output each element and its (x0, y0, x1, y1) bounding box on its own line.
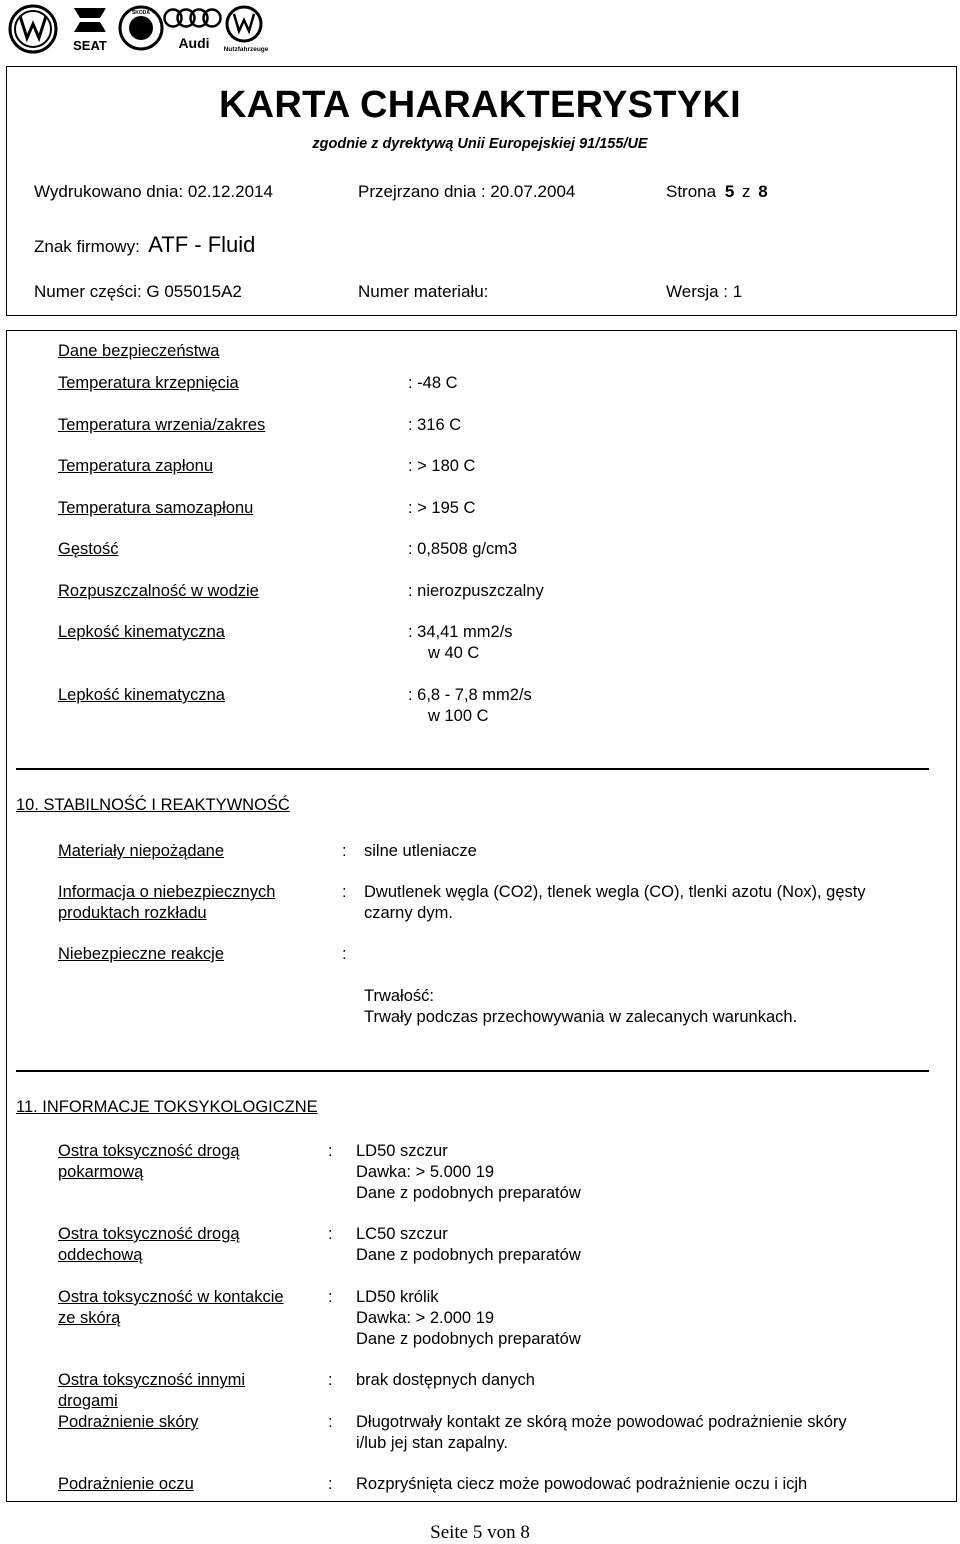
s11-colon: : (328, 1225, 333, 1243)
s11-value: Dane z podobnych preparatów (356, 1246, 581, 1264)
s10-value: silne utleniacze (364, 842, 477, 860)
s11-value: LD50 szczur (356, 1142, 448, 1160)
page-total: 8 (758, 182, 768, 201)
safety-value: : > 195 C (408, 499, 476, 517)
s10-colon: : (342, 842, 347, 860)
section-divider (16, 768, 929, 770)
s10-value: Trwały podczas przechowywania w zalecanych warunkach. (364, 1008, 798, 1026)
s11-label: Podrażnienie oczu (58, 1475, 194, 1493)
skoda-logo (118, 4, 164, 54)
safety-label: Temperatura krzepnięcia (58, 374, 239, 392)
safety-value: : 316 C (408, 416, 462, 434)
section11-heading: 11. INFORMACJE TOKSYKOLOGICZNE (16, 1098, 318, 1116)
safety-label: Temperatura wrzenia/zakres (58, 416, 266, 434)
s10-label: produktach rozkładu (58, 904, 207, 922)
s10-label: Informacja o niebezpiecznych (58, 883, 276, 901)
s10-label: Niebezpieczne reakcje (58, 945, 225, 963)
s11-label: Ostra toksyczność drogą (58, 1225, 240, 1243)
vw-nutzfahrzeuge-logo (224, 4, 270, 54)
s11-value: Dawka: > 2.000 19 (356, 1309, 495, 1327)
page-number: 5 (724, 182, 735, 201)
safety-label: Rozpuszczalność w wodzie (58, 582, 259, 600)
s11-label: Podrażnienie skóry (58, 1413, 199, 1431)
safety-heading: Dane bezpieczeństwa (58, 342, 220, 360)
s11-label: drogami (58, 1392, 118, 1410)
s11-colon: : (328, 1413, 333, 1431)
safety-value: : > 180 C (408, 457, 476, 475)
s11-label: oddechową (58, 1246, 143, 1264)
version: Wersja : 1 (666, 282, 743, 301)
s11-value: LC50 szczur (356, 1225, 448, 1243)
s11-label: Ostra toksyczność w kontakcie (58, 1288, 284, 1306)
s11-colon: : (328, 1142, 333, 1160)
safety-value: : 34,41 mm2/s (408, 623, 513, 641)
printed-date: Wydrukowano dnia: 02.12.2014 (34, 182, 273, 201)
seat-logo (62, 4, 118, 54)
page-of: z (742, 182, 751, 201)
safety-value: : nierozpuszczalny (408, 582, 544, 600)
audi-logo (162, 4, 224, 54)
reviewed-date: Przejrzano dnia : 20.07.2004 (358, 182, 576, 201)
s11-label: Ostra toksyczność drogą (58, 1142, 240, 1160)
s11-value: i/lub jej stan zapalny. (356, 1434, 508, 1452)
safety-value-note: w 100 C (428, 707, 489, 725)
s10-value: czarny dym. (364, 904, 453, 922)
svg-text:Nutzfahrzeuge: Nutzfahrzeuge (224, 46, 269, 53)
s10-label: Materiały niepożądane (58, 842, 225, 860)
brand-value: ATF - Fluid (148, 232, 256, 257)
s10-value: Dwutlenek węgla (CO2), tlenek wegla (CO), tlenki azotu (Nox), gęsty (364, 883, 866, 901)
s11-label: ze skórą (58, 1309, 121, 1327)
s11-value: LD50 królik (356, 1288, 439, 1306)
brand-label: Znak firmowy: (34, 237, 140, 256)
safety-label: Lepkość kinematyczna (58, 623, 225, 641)
part-number: Numer części: G 055015A2 (34, 282, 242, 301)
svg-text:ŠKODA: ŠKODA (131, 10, 151, 16)
s11-label: pokarmową (58, 1163, 144, 1181)
s11-value: brak dostępnych danych (356, 1371, 535, 1389)
section-divider (16, 1070, 929, 1072)
s10-colon: : (342, 945, 347, 963)
safety-value: : 6,8 - 7,8 mm2/s (408, 686, 532, 704)
section10-heading: 10. STABILNOŚĆ I REAKTYWNOŚĆ (16, 796, 290, 814)
material-number: Numer materiału: (358, 282, 489, 301)
s11-value: Rozpryśnięta ciecz może powodować podrażnienie oczu i icjh (356, 1475, 808, 1493)
s11-colon: : (328, 1371, 333, 1389)
document-title: KARTA CHARAKTERYSTYKI (218, 84, 742, 126)
safety-label: Gęstość (58, 540, 119, 558)
s11-value: Dane z podobnych preparatów (356, 1184, 581, 1202)
s11-value: Długotrwały kontakt ze skórą może powodować podrażnienie skóry (356, 1413, 847, 1431)
page-footer: Seite 5 von 8 (430, 1522, 530, 1543)
safety-label: Temperatura samozapłonu (58, 499, 254, 517)
page-indicator (666, 182, 768, 202)
s11-colon: : (328, 1288, 333, 1306)
safety-label: Temperatura zapłonu (58, 457, 214, 475)
svg-text:SEAT: SEAT (73, 38, 107, 53)
s11-value: Dawka: > 5.000 19 (356, 1163, 495, 1181)
s11-colon: : (328, 1475, 333, 1493)
s10-value: Trwałość: (364, 987, 434, 1005)
safety-value-note: w 40 C (428, 644, 480, 662)
document-subtitle: zgodnie z dyrektywą Unii Europejskiej 91/155/UE (312, 136, 648, 152)
s11-label: Ostra toksyczność innymi (58, 1371, 246, 1389)
safety-value: : 0,8508 g/cm3 (408, 540, 518, 558)
s10-colon: : (342, 883, 347, 901)
page-label: Strona (666, 182, 717, 201)
brand-row (34, 232, 255, 258)
s11-value: Dane z podobnych preparatów (356, 1330, 581, 1348)
safety-value: : -48 C (408, 374, 458, 392)
vw-logo (8, 4, 58, 54)
svg-text:Audi: Audi (178, 35, 210, 51)
safety-label: Lepkość kinematyczna (58, 686, 225, 704)
